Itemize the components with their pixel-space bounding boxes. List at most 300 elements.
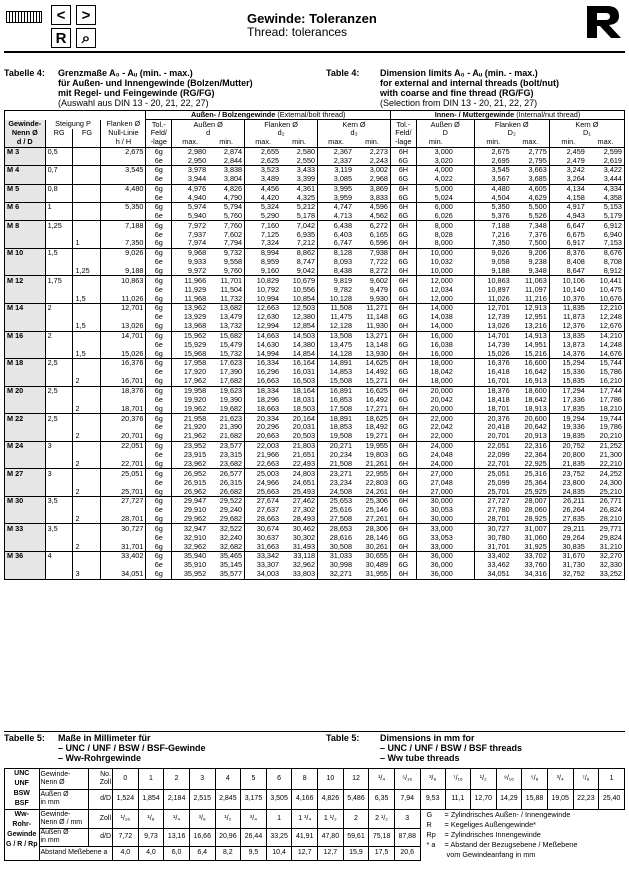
table-cell: 13,873 xyxy=(562,339,585,349)
table-cell: 27,048 xyxy=(430,477,453,487)
table-cell xyxy=(73,202,101,211)
col-header-flanken-d2: Flanken Ø xyxy=(245,120,318,129)
table-cell: 32,962 xyxy=(281,561,317,570)
table4-de-line3: mit Regel- und Feingewinde (RG/FG) xyxy=(58,88,215,98)
table-cell: 6G xyxy=(391,533,417,542)
thread-size-cell xyxy=(5,395,46,404)
table-cell: 8,272 xyxy=(354,267,390,276)
table-cell: 11,835 xyxy=(563,303,585,313)
prev-page-button[interactable]: < xyxy=(51,5,71,25)
table-cell: 6H xyxy=(391,432,417,441)
table-cell xyxy=(45,506,73,515)
table-cell: 14,854 xyxy=(281,349,317,358)
table-cell: 2,625 xyxy=(260,155,280,165)
table-cell: 16,701 xyxy=(487,376,510,386)
table-cell: 32,962 xyxy=(183,541,207,551)
table-cell xyxy=(73,469,101,478)
legend-key: * a xyxy=(426,840,436,849)
table-cell: 20,600 xyxy=(512,414,550,423)
row4-unit: d/D xyxy=(89,828,113,847)
r1-cell: 8 xyxy=(292,769,318,790)
table-cell: 4,022 xyxy=(434,174,453,184)
table-cell: 6g xyxy=(146,221,172,230)
table-cell: 10,000 xyxy=(430,266,453,276)
r3-cell: ¹/₈ xyxy=(138,810,164,829)
table-cell: 35,952 xyxy=(172,570,208,579)
table-cell: 6H xyxy=(391,386,417,395)
table-cell: 14,891 xyxy=(329,358,353,368)
table-cell: 3,567 xyxy=(491,174,510,184)
table-row xyxy=(5,156,625,165)
table-cell xyxy=(455,570,474,579)
table-cell: 21,835 xyxy=(562,458,585,468)
table-cell: 12,951 xyxy=(512,313,550,322)
table-cell: 18,503 xyxy=(281,405,317,414)
table-cell xyxy=(455,294,474,303)
col-header-tol-int-2: Feld/ xyxy=(391,129,417,138)
table-cell: 2,655 xyxy=(260,147,280,157)
table-cell: 10,994 xyxy=(256,293,280,303)
table-cell: 6e xyxy=(146,450,172,459)
r5-cell: 20,6 xyxy=(394,847,420,860)
table-cell: 22,701 xyxy=(101,460,146,469)
table-cell: 6,596 xyxy=(354,239,390,248)
table-cell: 11,475 xyxy=(330,312,353,322)
table-cell: 3,399 xyxy=(281,175,317,184)
table-cell: 31,210 xyxy=(587,542,625,551)
r5-cell: 8,2 xyxy=(215,847,241,860)
table-cell xyxy=(73,166,101,175)
thread-size-cell: M 12 xyxy=(5,276,46,285)
table-cell: 22,925 xyxy=(512,460,550,469)
table-cell: 19,623 xyxy=(208,386,244,395)
table-cell: 23,234 xyxy=(329,477,353,487)
table-cell: 29,771 xyxy=(587,524,625,533)
table-cell: 21,508 xyxy=(329,458,353,468)
table-cell: 24,803 xyxy=(281,469,317,478)
table-cell: 3 xyxy=(73,570,101,579)
r2-cell: 15,88 xyxy=(522,789,548,810)
table-cell: 8,912 xyxy=(587,267,625,276)
table-cell: 6e xyxy=(146,368,172,377)
col-header-kern-d3: Kern Ø xyxy=(318,120,391,129)
legend-key: G xyxy=(426,810,433,819)
thread-size-cell xyxy=(5,193,46,202)
table-cell: 12,000 xyxy=(430,293,453,303)
table-cell: 20,031 xyxy=(281,423,317,432)
table-row xyxy=(5,478,625,487)
table-row xyxy=(5,184,625,193)
table-cell: 18,600 xyxy=(512,386,550,395)
table-cell: 28,616 xyxy=(329,532,353,542)
table-cell xyxy=(455,248,474,257)
spring-icon xyxy=(6,11,42,23)
table5-de-line1: Maße in Millimeter für xyxy=(58,733,151,743)
col-header-min: min. xyxy=(428,137,443,147)
col-header-max: max. xyxy=(255,137,272,147)
table-cell: 22,051 xyxy=(101,441,146,450)
table-cell: 20,418 xyxy=(487,422,510,432)
table-cell: 13,682 xyxy=(208,303,244,312)
table5-de-caption xyxy=(4,733,45,743)
table-cell: 24,000 xyxy=(430,441,453,451)
table-cell: 15,835 xyxy=(562,376,585,386)
table-cell: 16,296 xyxy=(256,367,280,377)
table-cell: 3,5 xyxy=(45,524,73,533)
table-row xyxy=(5,322,625,331)
r4-cell: 47,80 xyxy=(318,828,344,847)
table-cell xyxy=(455,450,474,459)
table-cell: 17,920 xyxy=(183,367,207,377)
table-cell: 30,655 xyxy=(354,552,390,561)
table-cell: 22,042 xyxy=(430,422,453,432)
table-cell xyxy=(455,506,474,515)
table-cell: 2,980 xyxy=(187,147,207,157)
table-cell: 6G xyxy=(391,368,417,377)
table-cell: 2 xyxy=(45,303,73,312)
table-cell: 13,479 xyxy=(208,313,244,322)
table-cell: 18,701 xyxy=(487,403,510,413)
table-cell xyxy=(45,313,73,322)
col-header-flanken-D2: Flanken Ø xyxy=(474,120,549,129)
table-cell: 27,780 xyxy=(487,505,510,515)
table-cell: 9,042 xyxy=(281,267,317,276)
table-cell: 27,835 xyxy=(562,514,585,524)
table-cell: 4,334 xyxy=(587,184,625,193)
table-cell: 26,264 xyxy=(562,505,585,515)
table-cell: 18,418 xyxy=(487,394,510,404)
table-cell: 6e xyxy=(146,533,172,542)
r1-cell: ³/₈ xyxy=(420,769,445,790)
table-cell: 34,051 xyxy=(474,570,512,579)
table-cell: 23,682 xyxy=(208,460,244,469)
r3-cell: ³/₈ xyxy=(189,810,215,829)
table-cell: 6,272 xyxy=(354,221,390,230)
row3-unit: Zoll xyxy=(89,810,113,829)
table-cell: 9,026 xyxy=(491,248,510,258)
table-cell xyxy=(45,322,73,331)
table-cell: 25,701 xyxy=(487,486,510,496)
table-cell: 30,302 xyxy=(281,533,317,542)
table-cell xyxy=(455,496,474,505)
table-cell: 27,261 xyxy=(354,515,390,524)
table-cell: 4,943 xyxy=(566,210,585,220)
thread-size-cell: M 3 xyxy=(5,147,46,156)
table-cell: 20,701 xyxy=(101,432,146,441)
table-cell: 11,732 xyxy=(208,294,244,303)
r4-cell: 33,25 xyxy=(266,828,292,847)
thread-size-cell xyxy=(5,230,46,239)
table-cell: 6e xyxy=(146,506,172,515)
table-cell: 33,760 xyxy=(512,561,550,570)
thread-size-cell: M 8 xyxy=(5,221,46,230)
table-cell: 31,670 xyxy=(562,551,585,561)
table-cell: 34,003 xyxy=(245,570,281,579)
r5-cell: 12,7 xyxy=(318,847,344,860)
table-cell: 11,968 xyxy=(184,293,207,303)
table-cell: 31,730 xyxy=(562,560,585,570)
thread-size-cell xyxy=(5,542,46,551)
thread-size-cell xyxy=(5,212,46,221)
table-cell: 10,376 xyxy=(562,293,585,303)
table-cell: 6g xyxy=(146,570,172,579)
table-cell: 3,433 xyxy=(281,166,317,175)
table-cell: 14,248 xyxy=(587,340,625,349)
table-cell: 2,675 xyxy=(491,147,510,157)
table-cell: 30,053 xyxy=(430,505,453,515)
table-cell: 25,616 xyxy=(329,505,353,515)
table-cell: 33,402 xyxy=(101,552,146,561)
table-cell: 7,972 xyxy=(187,220,207,230)
table-cell: 7,350 xyxy=(101,239,146,248)
table-cell: 4,504 xyxy=(491,192,510,202)
table-cell xyxy=(455,405,474,414)
table-cell: 6e xyxy=(146,212,172,221)
table-cell: 26,682 xyxy=(208,487,244,496)
table-cell: 6e xyxy=(146,156,172,165)
table-cell: 4,361 xyxy=(281,184,317,193)
thread-size-cell xyxy=(5,313,46,322)
r2-cell: 9,53 xyxy=(420,789,445,810)
table-cell: 3 xyxy=(45,469,73,478)
table-cell: 12,676 xyxy=(587,322,625,331)
r2-cell: 6,35 xyxy=(369,789,395,810)
table4-en-caption xyxy=(326,68,359,78)
r3-cell: ¹/₂ xyxy=(215,810,241,829)
table-cell: 22,000 xyxy=(430,431,453,441)
table-cell xyxy=(45,349,73,358)
r1-cell: 0 xyxy=(113,769,139,790)
table-cell: 2 xyxy=(73,377,101,386)
table-cell: 29,682 xyxy=(208,515,244,524)
table-cell: 6H xyxy=(391,166,417,175)
r4-cell: 59,61 xyxy=(343,828,369,847)
table-cell: 1,75 xyxy=(45,276,73,285)
table-cell: 3 xyxy=(45,441,73,450)
table-cell: 2,775 xyxy=(512,147,550,156)
table-cell xyxy=(45,478,73,487)
r5-cell: 17,5 xyxy=(369,847,395,860)
table-cell: 20,701 xyxy=(487,431,510,441)
table4-de-title: Grenzmaße A₀ - Aᵤ (min. - max.) xyxy=(58,68,193,78)
table-cell: 6H xyxy=(391,267,417,276)
table-cell: 36,000 xyxy=(430,551,453,561)
table-cell: 17,294 xyxy=(562,385,585,395)
legend-text: = Zylindrisches Außen- / Innengewinde xyxy=(444,810,571,819)
table-cell: 11,508 xyxy=(330,303,353,313)
table-cell: 3,804 xyxy=(208,175,244,184)
table-cell: 14,000 xyxy=(430,321,453,331)
table-cell xyxy=(73,285,101,294)
table-cell: 3,995 xyxy=(333,183,353,193)
r5-cell: 4,0 xyxy=(138,847,164,860)
table-cell: 2,950 xyxy=(187,155,207,165)
table-cell xyxy=(73,221,101,230)
table5-en-text xyxy=(380,733,625,763)
legend-key: Rp xyxy=(426,830,436,839)
thread-size-cell xyxy=(5,450,46,459)
r1-cell: ³/₄ xyxy=(547,769,573,790)
table-cell: 2,695 xyxy=(491,155,510,165)
table-cell: 33,307 xyxy=(256,560,280,570)
table-cell xyxy=(45,258,73,267)
table-cell: 24,300 xyxy=(587,478,625,487)
table-cell: 5,324 xyxy=(260,202,280,212)
table-cell: 6e xyxy=(146,313,172,322)
table-cell xyxy=(73,248,101,257)
table-cell: 16,164 xyxy=(281,359,317,368)
table-cell: 4,562 xyxy=(354,212,390,221)
table-cell: 15,968 xyxy=(183,348,207,358)
col-header-flanken-D2-sym: D₂ xyxy=(474,129,549,138)
table-cell: 13,026 xyxy=(487,321,510,331)
search-button[interactable]: ⌕ xyxy=(76,28,96,48)
table-cell: 21,962 xyxy=(183,431,207,441)
table-cell: 18,492 xyxy=(354,423,390,432)
table-cell: 3,002 xyxy=(354,166,390,175)
table-cell: 5,153 xyxy=(587,202,625,211)
table5-en-line2: – UNC / UNF / BSW / BSF threads xyxy=(380,743,523,753)
col-header-aussen-sym: d xyxy=(172,129,245,138)
table-cell: 36,000 xyxy=(416,570,455,579)
table-cell: 11,873 xyxy=(563,312,585,322)
table-cell: 13,930 xyxy=(354,349,390,358)
table-cell: 6g xyxy=(146,276,172,285)
table-cell: 3,944 xyxy=(187,174,207,184)
table-cell: 17,336 xyxy=(562,394,585,404)
table-cell: 8,408 xyxy=(566,257,585,267)
table-cell: 13,835 xyxy=(562,330,585,340)
table-cell: 27,674 xyxy=(256,496,280,506)
col-header-nenn: Gewinde- xyxy=(5,120,46,129)
table-cell: 29,211 xyxy=(563,523,585,533)
table-cell: 6,026 xyxy=(434,210,453,220)
table-cell: 8,128 xyxy=(333,248,353,258)
table-cell: 3,838 xyxy=(208,166,244,175)
table-cell: 26,315 xyxy=(208,478,244,487)
table-cell: 2,337 xyxy=(333,155,353,165)
table-cell: 8,000 xyxy=(434,220,453,230)
table-cell: 19,920 xyxy=(183,394,207,404)
table-cell xyxy=(455,303,474,312)
table-cell xyxy=(455,432,474,441)
table4-de-line4: (Auswahl aus DIN 13 - 20, 21, 22, 27) xyxy=(58,98,209,108)
table-cell: 18,334 xyxy=(256,385,280,395)
table-cell: 27,508 xyxy=(329,514,353,524)
table-cell: 24,252 xyxy=(587,469,625,478)
table-cell: 6H xyxy=(391,524,417,533)
r1-cell: 4 xyxy=(215,769,241,790)
table-cell: 6,675 xyxy=(566,229,585,239)
table-cell: 16,210 xyxy=(587,377,625,386)
table-cell: 15,929 xyxy=(183,339,207,349)
table-cell: 25,051 xyxy=(487,468,510,478)
table-cell: 3,5 xyxy=(45,496,73,505)
table-cell: 30,727 xyxy=(487,523,510,533)
table-cell: 15,271 xyxy=(354,377,390,386)
table-cell: 35,910 xyxy=(183,560,207,570)
table-cell: 25,701 xyxy=(101,487,146,496)
table-cell: 6H xyxy=(391,441,417,450)
col-header-tol-2: Feld/ xyxy=(146,129,172,138)
table-cell: 3,422 xyxy=(587,166,625,175)
table-cell: 2,675 xyxy=(101,147,146,156)
table-cell: 6g xyxy=(146,166,172,175)
thread-size-cell xyxy=(5,561,46,570)
table-cell: 8,708 xyxy=(587,258,625,267)
table-cell: 20,210 xyxy=(587,432,625,441)
table-cell xyxy=(455,542,474,551)
thread-size-cell xyxy=(5,156,46,165)
table-cell xyxy=(101,533,146,542)
table-cell: 27,637 xyxy=(256,505,280,515)
table-cell: 21,252 xyxy=(587,441,625,450)
table-cell: 24,966 xyxy=(256,477,280,487)
home-r-button[interactable]: R xyxy=(51,28,71,48)
table-cell xyxy=(45,340,73,349)
table-cell xyxy=(73,524,101,533)
table-cell: 3,978 xyxy=(187,165,207,175)
table-cell: 30,637 xyxy=(256,532,280,542)
r1-cell: ⁹/₁₆ xyxy=(496,769,522,790)
table-cell: 33,702 xyxy=(512,552,550,561)
table-cell: 4,480 xyxy=(491,183,510,193)
table-cell: 11,701 xyxy=(208,276,244,285)
table-cell: 6G xyxy=(391,423,417,432)
r1-cell: ⁷/₁₆ xyxy=(445,769,470,790)
table5-de-label: Tabelle 5: xyxy=(4,733,45,743)
table-cell: 5,000 xyxy=(434,183,453,193)
table-cell xyxy=(455,331,474,340)
table-cell: 16,376 xyxy=(487,358,510,368)
table-cell: 6H xyxy=(391,322,417,331)
table-row xyxy=(5,524,625,533)
table-cell: 25,663 xyxy=(256,486,280,496)
table-cell: 14,625 xyxy=(354,359,390,368)
table-cell: 5,794 xyxy=(208,202,244,211)
table-cell: 22,663 xyxy=(256,458,280,468)
table-cell: 6g xyxy=(146,303,172,312)
table-cell: 2,243 xyxy=(354,156,390,165)
table-cell: 30,000 xyxy=(430,496,453,506)
table-cell: 7,760 xyxy=(208,221,244,230)
thread-size-cell: M 33 xyxy=(5,524,46,533)
table-cell: 13,508 xyxy=(329,330,353,340)
table-cell xyxy=(73,441,101,450)
table-cell: 15,479 xyxy=(208,340,244,349)
table-cell: 2,5 xyxy=(45,359,73,368)
table-cell: 35,465 xyxy=(208,552,244,561)
next-page-button[interactable]: > xyxy=(76,5,96,25)
table-cell: 6H xyxy=(391,487,417,496)
table-cell: 1,5 xyxy=(73,349,101,358)
table-cell: 27,727 xyxy=(101,496,146,505)
thread-size-cell xyxy=(5,258,46,267)
table-cell xyxy=(73,533,101,542)
table-cell: 2,367 xyxy=(333,147,353,157)
table-cell xyxy=(45,515,73,524)
table-row xyxy=(5,349,625,358)
table-cell: 6G xyxy=(391,313,417,322)
table-cell: 20,234 xyxy=(329,450,353,460)
table-cell: 30,674 xyxy=(256,523,280,533)
table-cell: 6,917 xyxy=(566,238,585,248)
table-cell: 15,026 xyxy=(101,349,146,358)
legend-text: = Kegeliges Außengewinde* xyxy=(444,820,537,829)
table-cell: 14,380 xyxy=(281,340,317,349)
table-cell: 1,5 xyxy=(73,322,101,331)
table-cell: 4,605 xyxy=(512,184,550,193)
